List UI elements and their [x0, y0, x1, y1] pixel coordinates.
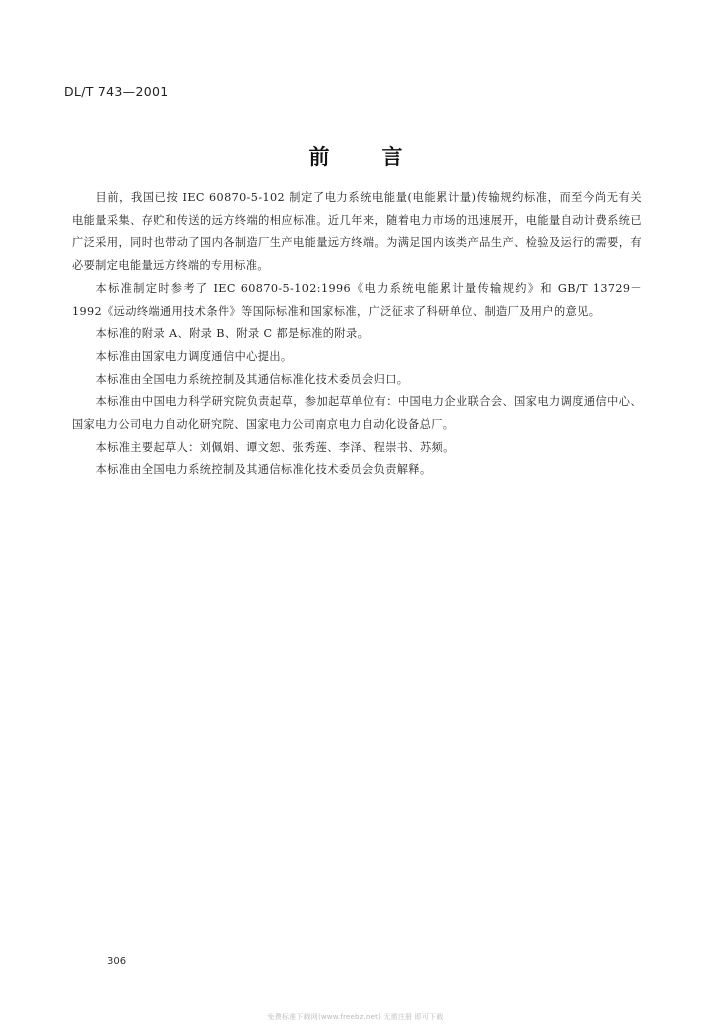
paragraph-appendices: 本标准的附录 A、附录 B、附录 C 都是标准的附录。 — [95, 327, 370, 341]
page-title — [0, 141, 711, 171]
paragraph-references: 本标准制定时参考了 IEC 60870-5-102:1996《电力系统电能累计量传输规约》和 GB/T 13729－1992《远动终端通用技术条件》等国际标准和国家标准，广泛征求了科研单位、制造厂及用户的意见。 — [72, 281, 642, 318]
title-char-2: 言 — [381, 145, 403, 169]
page-number: 306 — [107, 956, 127, 967]
paragraph-drafting-units: 本标准由中国电力科学研究院负责起草，参加起草单位有：中国电力企业联合会、国家电力调度通信中心、国家电力公司电力自动化研究院、国家电力公司南京电力自动化设备总厂。 — [72, 395, 642, 432]
paragraph-background: 目前，我国已按 IEC 60870-5-102 制定了电力系统电能量(电能累计量)传输规约标准，而至今尚无有关电能量采集、存贮和传送的远方终端的相应标准。近几年来，随着电力市场的迅速展开，电能量自动计费系统已广泛采用，同时也带动了国内各制造厂生产电能量远方终端。为满足国内该类产品生产、检验及运行的需要，有必要制定电能量远方终端的专用标准。 — [72, 191, 642, 273]
paragraph-drafters: 本标准主要起草人：刘佩娟、谭文恕、张秀莲、李泽、程崇书、苏频。 — [95, 440, 455, 454]
watermark: 免费标准下载网(www.freebz.net) 无需注册 即可下载 — [267, 1013, 444, 1021]
standard-code: DL/T 743—2001 — [64, 84, 169, 99]
title-char-1: 前 — [308, 145, 330, 169]
paragraph-interpretation: 本标准由全国电力系统控制及其通信标准化技术委员会负责解释。 — [95, 463, 432, 477]
foreword-body — [72, 187, 642, 482]
paragraph-proposer: 本标准由国家电力调度通信中心提出。 — [95, 349, 293, 363]
paragraph-centralized: 本标准由全国电力系统控制及其通信标准化技术委员会归口。 — [95, 372, 409, 386]
